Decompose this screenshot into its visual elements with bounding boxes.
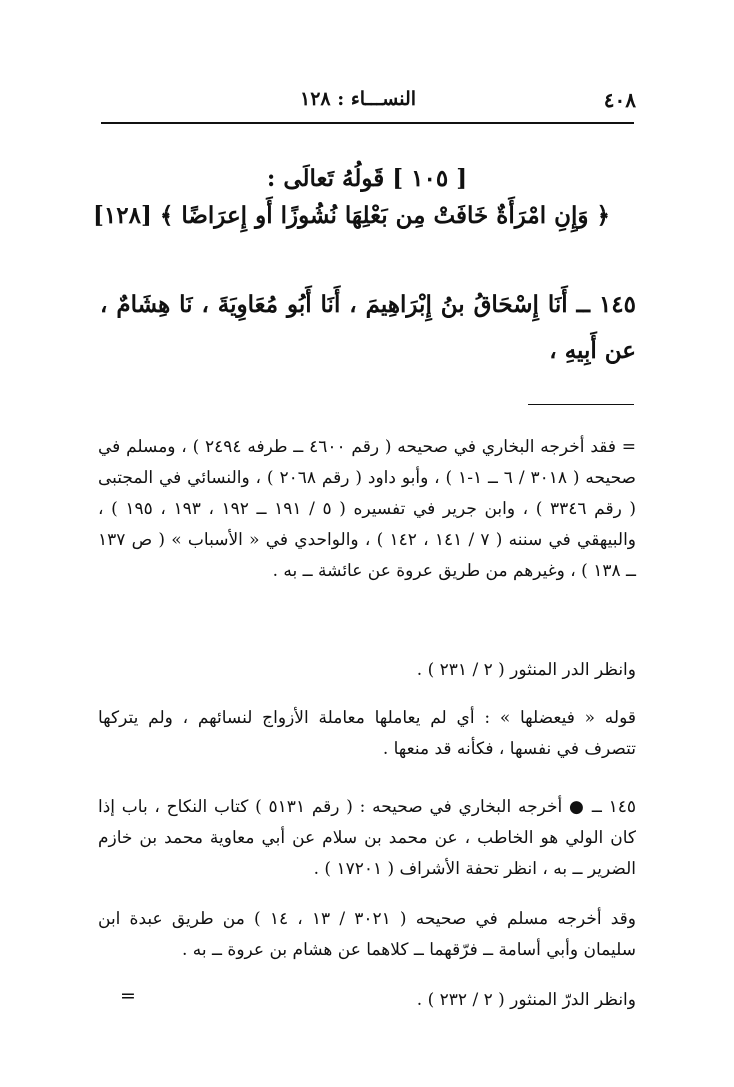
- footnote-muslim-takhrij: وقد أخرجه مسلم في صحيحه ( ٣٠٢١ / ١٣ ، ١٤ ) من طريق عبدة ابن سليمان وأبي أسامة ــ فرّقهما ــ كلاهما عن هشام بن عروة ــ به .: [98, 909, 636, 960]
- page-number: ٤٠٨: [603, 88, 636, 112]
- footnote-divider: [528, 404, 634, 405]
- footnote-sources: = فقد أخرجه البخاري في صحيحه ( رقم ٤٦٠٠ ــ طرفه ٢٤٩٤ ) ، ومسلم في صحيحه ( ٣٠١٨ / ٦ ــ ١-١ ) ، وأبو داود ( رقم ٢٠٦٨ ) ، والنسائي في المجتبى ( رقم ٣٣٤٦ ) ، وابن جرير في تفسيره ( ٥ / ١٩١ ــ ١٩٢ ، ١٩٣ ، ١٩٥ ) ، والبيهقي في سننه ( ٧ / ١٤١ ، ١٤٢ ) ، والواحدي في « الأسباب » ( ص ١٣٧ ــ ١٣٨ ) ، وغيرهم من طريق عروة عن عائشة ــ به .: [98, 437, 637, 581]
- continuation-mark: =: [120, 985, 136, 1007]
- footnote-see-also-2: وانظر الدرّ المنثور ( ٢ / ٢٣٢ ) .: [416, 990, 636, 1010]
- footnote-bukhari-takhrij: ١٤٥ ــ ● أخرجه البخاري في صحيحه : ( رقم ٥١٣١ ) كتاب النكاح ، باب إذا كان الولي هو الخاطب ، عن محمد بن سلام عن أبي معاوية محمد بن خازم الضرير ــ به ، انظر تحفة الأشراف ( ١٧٢٠١ ) .: [98, 797, 636, 879]
- running-title: النســـاء : ١٢٨: [300, 88, 417, 110]
- footnote-word-explanation: قوله « فيعضلها » : أي لم يعاملها معاملة الأزواج لنسائهم ، ولم يتركها تتصرف في نفسها ، فكأنه قد منعها .: [98, 708, 636, 759]
- section-heading: [ ١٠٥ ] قَولُهُ تَعالَى :: [266, 165, 468, 192]
- header-divider: [101, 122, 634, 124]
- quran-verse: ﴿ وَإِنِ امْرَأَةٌ خَافَتْ مِن بَعْلِهَا نُشُوزًا أَو إِعرَاضًا ﴾ [١٢٨]: [93, 202, 610, 229]
- hadith-narration: ١٤٥ ــ أَنَا إِسْحَاقُ بنُ إِبْرَاهِيمَ ، أَنَا أَبُو مُعَاوِيَةَ ، نَا هِشَامٌ ، عن أَبِيهِ ،: [100, 291, 636, 364]
- footnote-see-also-1: وانظر الدر المنثور ( ٢ / ٢٣١ ) .: [416, 660, 636, 680]
